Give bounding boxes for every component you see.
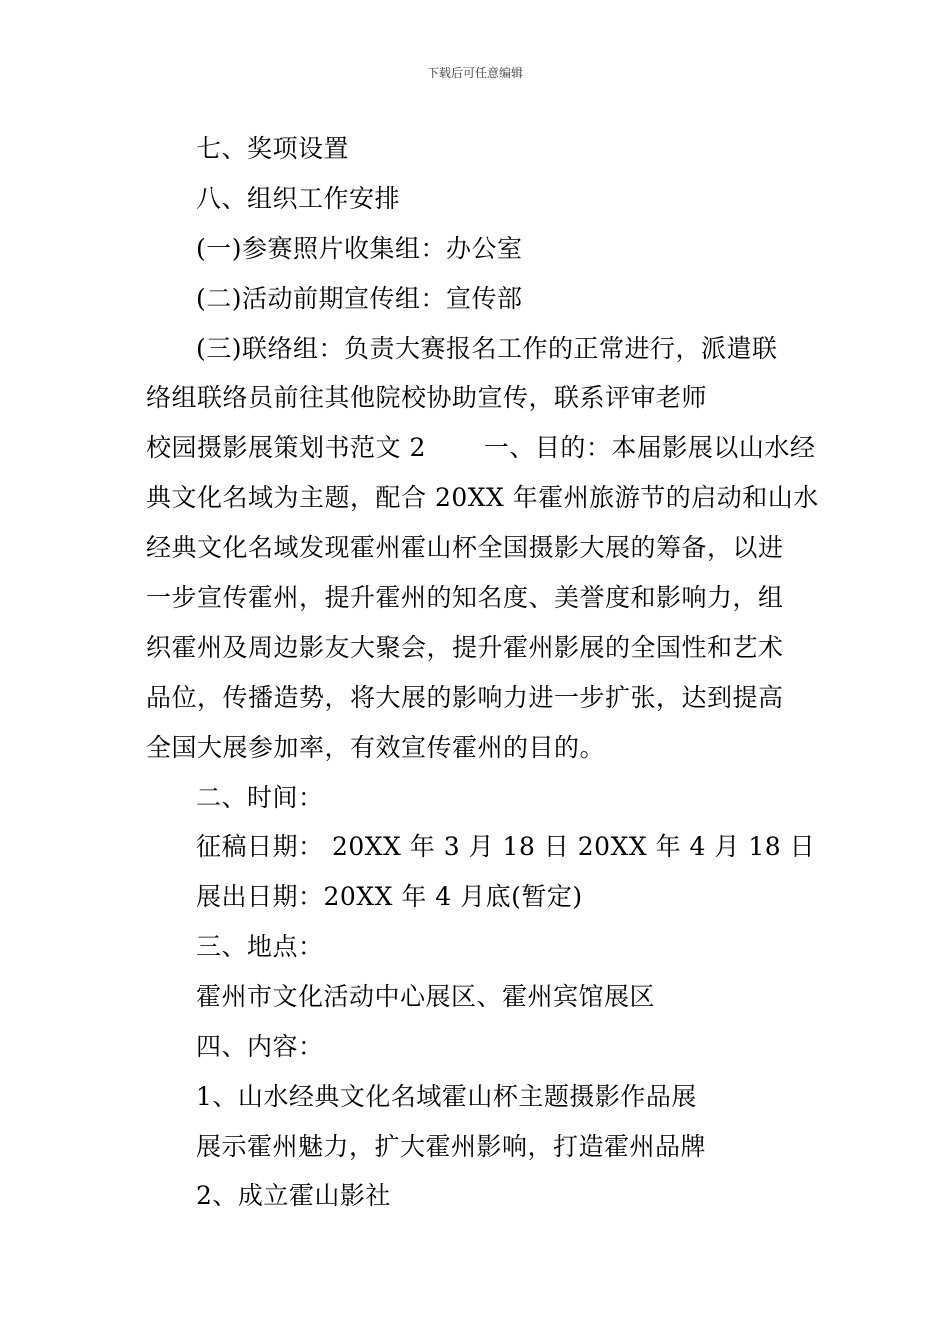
heading-content: 四、内容： [196, 1032, 324, 1061]
item-liaison-cont: 络组联络员前往其他院校协助宣传，联系评审老师 [146, 383, 708, 412]
heading-organization: 八、组织工作安排 [196, 184, 401, 213]
purpose-line-4: 一步宣传霍州，提升霍州的知名度、美誉度和影响力，组 [146, 583, 784, 612]
page-header: 下载后可任意编辑 [426, 66, 523, 80]
purpose-line-6: 品位，传播造势，将大展的影响力进一步扩张，达到提高 [146, 683, 784, 712]
exhibition-dates: 展出日期：20XX 年 4 月底(暂定) [196, 882, 583, 911]
purpose-line-5: 织霍州及周边影友大聚会，提升霍州影展的全国性和艺术 [146, 633, 784, 662]
item-liaison: (三)联络组：负责大赛报名工作的正常进行，派遣联 [196, 334, 778, 363]
submission-dates: 征稿日期： 20XX 年 3 月 18 日 20XX 年 4 月 18 日 [196, 832, 816, 861]
section-title-line [146, 433, 815, 463]
content-item-2: 2、成立霍山影社 [196, 1181, 391, 1210]
heading-location: 三、地点： [196, 932, 324, 961]
purpose-line-7: 全国大展参加率，有效宣传霍州的目的。 [146, 733, 606, 762]
content-item-1-desc: 展示霍州魅力，扩大霍州影响，打造霍州品牌 [196, 1132, 707, 1161]
heading-time: 二、时间： [196, 783, 324, 812]
content-item-1: 1、山水经典文化名域霍山杯主题摄影作品展 [196, 1082, 697, 1111]
item-photo-collection: (一)参赛照片收集组：办公室 [196, 234, 523, 263]
purpose-start: 一、目的：本届影展以山水经 [483, 433, 816, 462]
purpose-line-3: 经典文化名域发现霍州霍山杯全国摄影大展的筹备，以进 [146, 533, 784, 562]
document-title: 校园摄影展策划书范文 2 [146, 433, 426, 462]
item-publicity: (二)活动前期宣传组：宣传部 [196, 284, 523, 313]
location-text: 霍州市文化活动中心展区、霍州宾馆展区 [196, 982, 656, 1011]
heading-awards: 七、奖项设置 [196, 134, 350, 163]
purpose-line-2: 典文化名域为主题，配合 20XX 年霍州旅游节的启动和山水 [146, 483, 819, 512]
